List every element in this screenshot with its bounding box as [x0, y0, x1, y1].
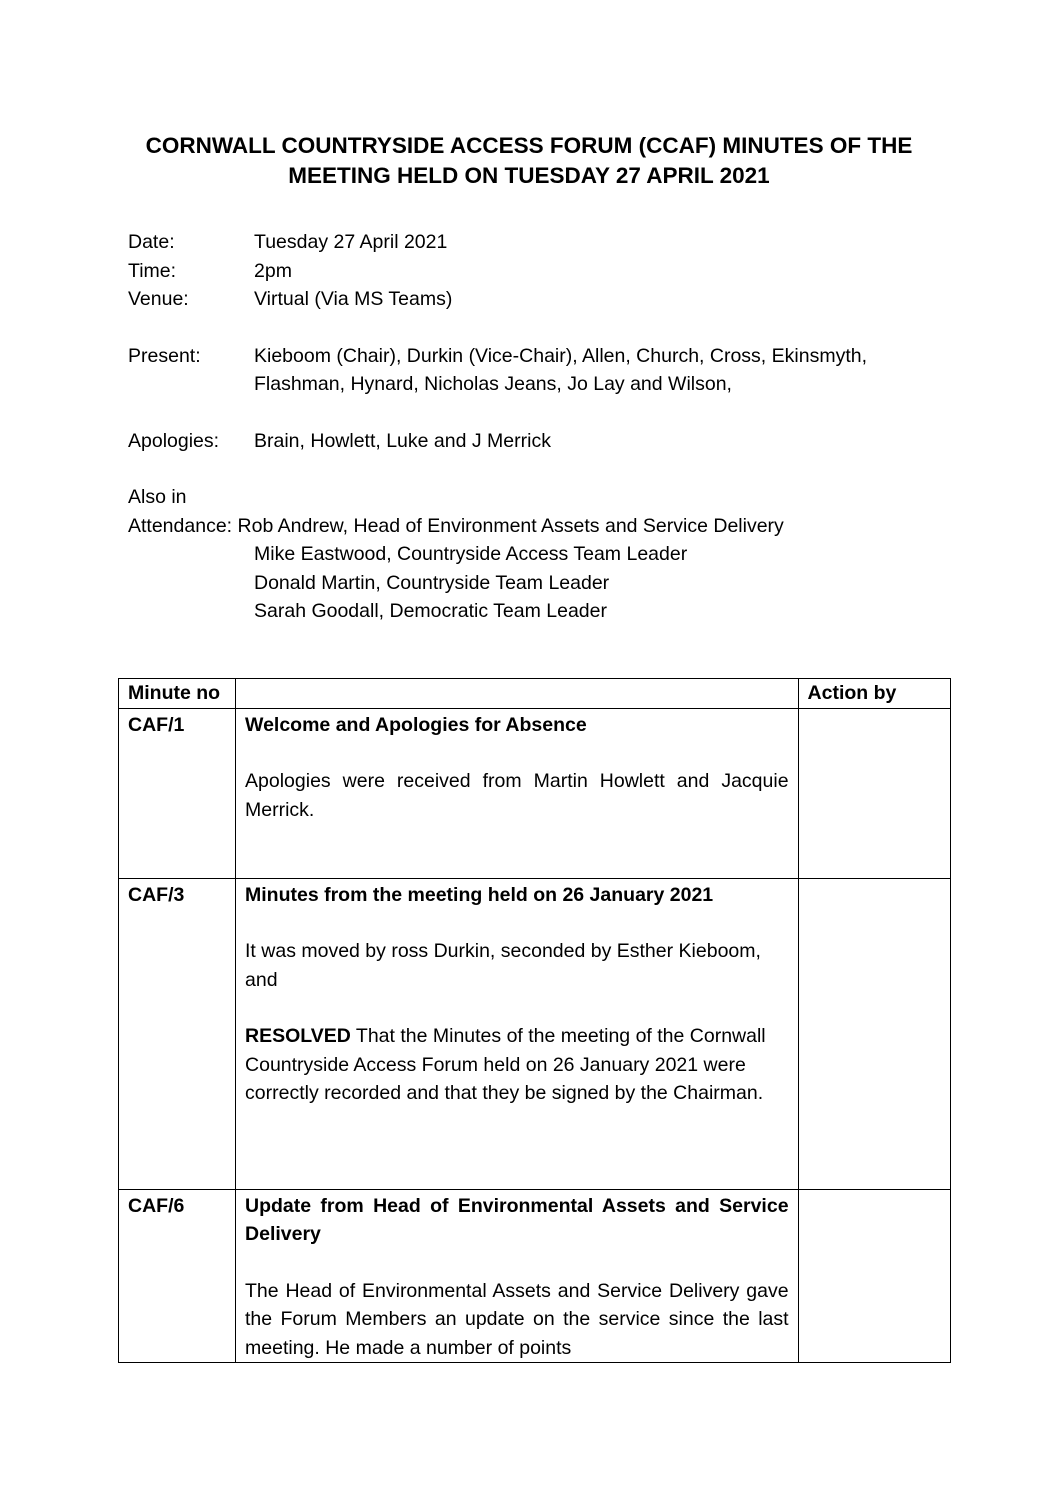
attendance-label: Attendance: — [128, 514, 233, 537]
attendance-item-2: Mike Eastwood, Countryside Access Team Leader — [254, 543, 688, 565]
minute-content — [236, 708, 799, 878]
present-line-2: Flashman, Hynard, Nicholas Jeans, Jo Lay and Wilson, — [254, 373, 732, 395]
header-action-by: Action by — [798, 679, 950, 709]
meeting-details — [128, 228, 867, 626]
table-row — [119, 1189, 951, 1363]
attendance-item-4: Sarah Goodall, Democratic Team Leader — [254, 600, 607, 622]
header-middle — [236, 679, 799, 709]
attendance-item-3: Donald Martin, Countryside Team Leader — [254, 571, 610, 594]
venue-row — [128, 285, 867, 314]
date-value: Tuesday 27 April 2021 — [254, 231, 448, 253]
venue-label: Venue: — [128, 288, 189, 310]
minute-paragraph: It was moved by ross Durkin, seconded by Esther Kieboom, and — [245, 940, 761, 991]
apologies-row — [128, 427, 867, 456]
minute-paragraph: The Head of Environmental Assets and Service Delivery gave the Forum Members an update on the service since the last meeting. He made a number of points — [245, 1279, 789, 1359]
time-value: 2pm — [254, 259, 292, 282]
also-in-label: Also in — [128, 486, 187, 508]
minute-number: CAF/1 — [119, 708, 236, 878]
resolution-text: That the Minutes of the meeting of the Cornwall Countryside Access Forum held on 26 January 2021 were correctly recorded and that they be signed by the Chairman. — [245, 1025, 766, 1104]
minute-number: CAF/3 — [119, 878, 236, 1189]
minute-content — [236, 1189, 799, 1363]
action-by-cell — [798, 708, 950, 878]
document-title — [100, 131, 958, 191]
present-label: Present: — [128, 344, 201, 367]
attendance-item-1: Rob Andrew, Head of Environment Assets and Service Delivery — [237, 514, 784, 537]
date-label: Date: — [128, 231, 175, 253]
header-minute-no: Minute no — [119, 679, 236, 709]
minute-heading: Welcome and Apologies for Absence — [245, 713, 587, 736]
present-row — [128, 342, 867, 399]
apologies-label: Apologies: — [128, 429, 220, 452]
time-row — [128, 257, 867, 286]
apologies-value: Brain, Howlett, Luke and J Merrick — [254, 429, 551, 452]
minute-paragraph: Apologies were received from Martin Howlett and Jacquie Merrick. — [245, 770, 789, 821]
action-by-cell — [798, 1189, 950, 1363]
date-row — [128, 228, 867, 257]
minute-number: CAF/6 — [119, 1189, 236, 1363]
time-label: Time: — [128, 259, 177, 282]
attendance-row — [128, 512, 867, 541]
table-row — [119, 708, 951, 878]
table-header-row — [119, 679, 951, 709]
resolution-paragraph — [245, 1022, 789, 1108]
title-line-1: CORNWALL COUNTRYSIDE ACCESS FORUM (CCAF) MINUTES OF THE — [145, 133, 913, 158]
present-line-1: Kieboom (Chair), Durkin (Vice-Chair), Allen, Church, Cross, Ekinsmyth, — [254, 344, 867, 367]
venue-value: Virtual (Via MS Teams) — [254, 288, 453, 310]
minutes-table — [118, 678, 951, 1363]
minute-heading: Minutes from the meeting held on 26 January 2021 — [245, 883, 714, 906]
minute-heading: Update from Head of Environmental Assets and Service Delivery — [245, 1194, 789, 1245]
action-by-cell — [798, 878, 950, 1189]
minute-content — [236, 878, 799, 1189]
table-row — [119, 878, 951, 1189]
title-line-2: MEETING HELD ON TUESDAY 27 APRIL 2021 — [288, 163, 770, 188]
resolved-label: RESOLVED — [245, 1025, 351, 1047]
